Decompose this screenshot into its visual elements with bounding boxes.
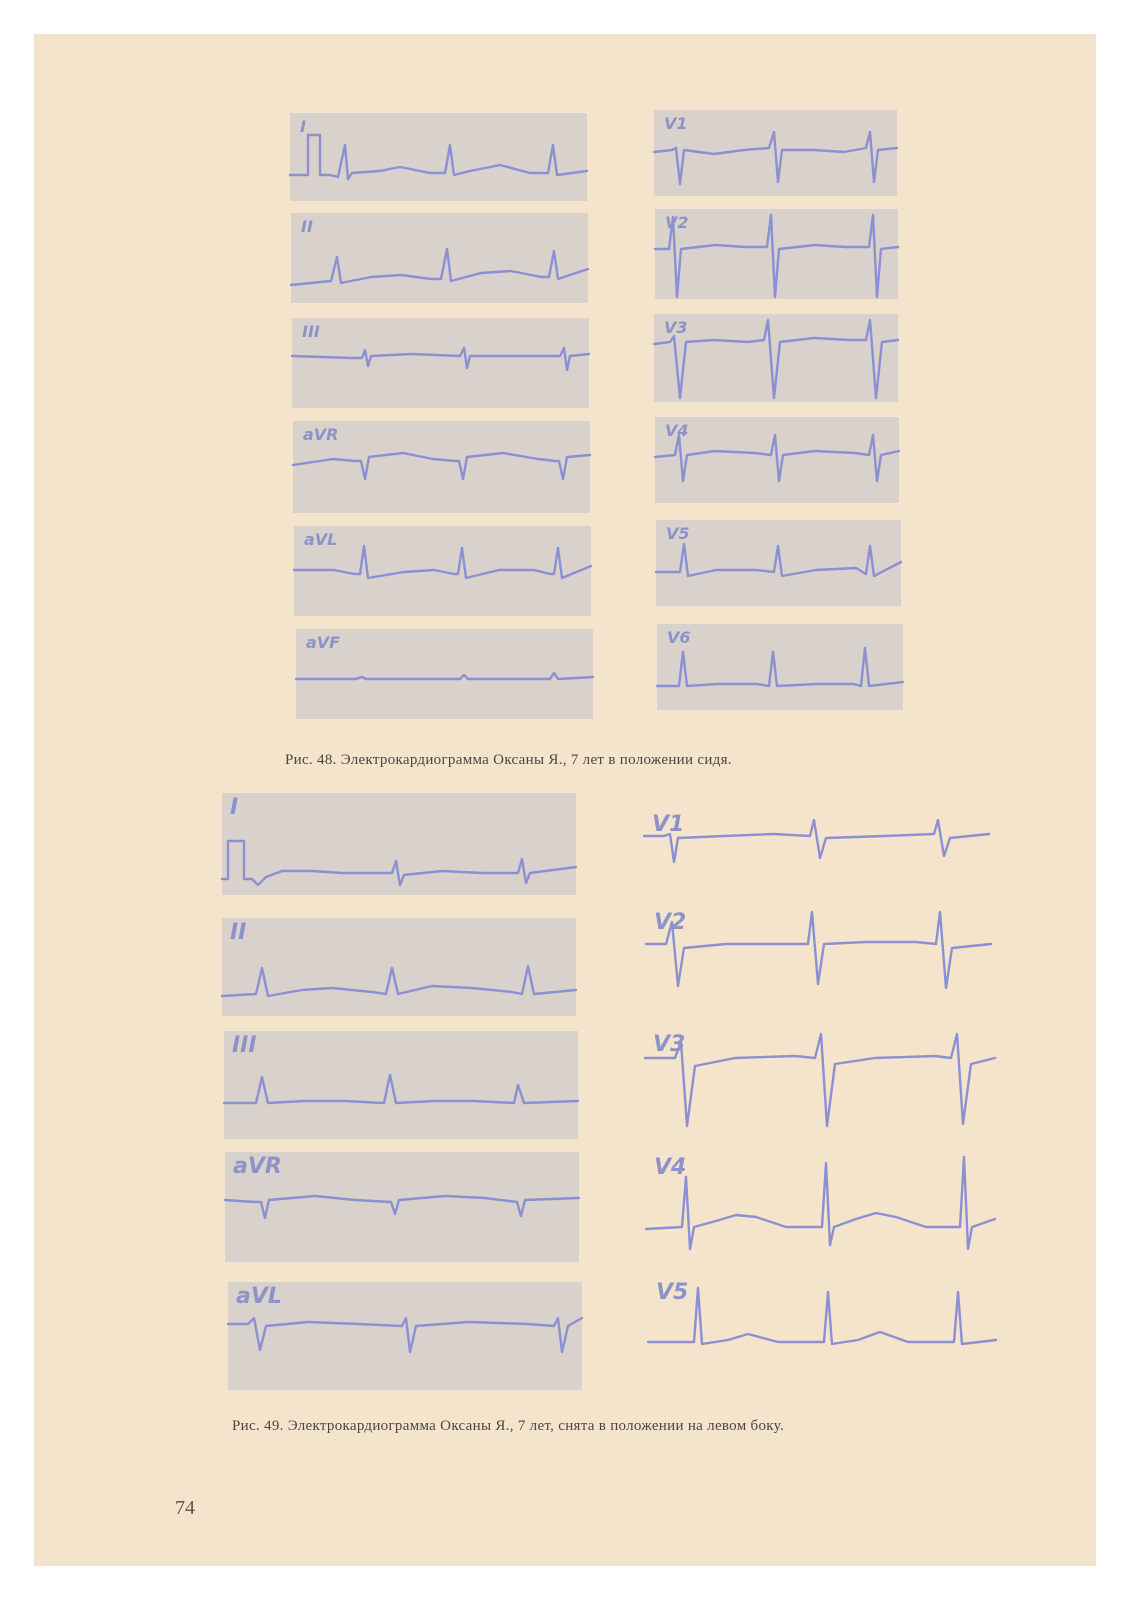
ecg-trace [644,810,989,896]
lead-label: V1 [652,812,685,837]
ecg-strip-fig48-lead-aVR [293,421,590,513]
ecg-strip-fig49-lead-aVR [225,1152,579,1262]
ecg-strip-fig48-lead-V2 [655,209,898,299]
lead-label: V3 [664,318,688,337]
lead-label: V2 [654,910,687,935]
ecg-trace [292,318,589,408]
lead-label: aVF [306,633,341,652]
ecg-strip-fig48-lead-V5 [656,520,901,606]
lead-label: V5 [656,1280,689,1305]
ecg-trace [654,110,897,196]
ecg-trace [646,908,991,1004]
lead-label: V1 [664,114,688,133]
ecg-strip-fig48-lead-aVL [294,526,591,616]
lead-label: I [300,117,306,136]
ecg-trace [655,417,899,503]
ecg-strip-fig48-lead-aVF [296,629,593,719]
ecg-strip-fig49-lead-V1 [644,810,989,896]
ecg-trace [222,918,576,1016]
ecg-trace [224,1031,578,1139]
ecg-trace [646,1153,995,1253]
ecg-strip-fig48-lead-V3 [654,314,898,402]
lead-label: V6 [667,628,691,647]
ecg-strip-fig48-lead-V4 [655,417,899,503]
lead-label: aVL [304,530,338,549]
ecg-trace [228,1282,582,1390]
ecg-strip-fig49-lead-V4 [646,1153,995,1253]
ecg-trace [225,1152,579,1262]
ecg-trace [654,314,898,402]
ecg-trace [655,209,898,299]
lead-label: V3 [653,1032,686,1057]
ecg-strip-fig49-lead-V3 [645,1030,995,1130]
ecg-trace [291,213,588,303]
figure-49-caption: Рис. 49. Электрокардиограмма Оксаны Я., 7 лет, снята в положении на левом боку. [232,1418,784,1434]
ecg-strip-fig49-lead-aVL [228,1282,582,1390]
ecg-strip-fig48-lead-III [292,318,589,408]
lead-label: aVL [236,1284,282,1309]
ecg-strip-fig49-lead-V5 [648,1278,996,1378]
ecg-strip-fig48-lead-I [290,113,587,201]
lead-label: I [230,795,239,820]
ecg-trace [657,624,903,710]
ecg-trace [656,520,901,606]
lead-label: V5 [666,524,690,543]
ecg-strip-fig48-lead-V1 [654,110,897,196]
lead-label: V2 [665,213,689,232]
lead-label: II [301,217,313,236]
lead-label: aVR [233,1154,282,1179]
lead-label: V4 [654,1155,687,1180]
page-number: 74 [175,1497,195,1519]
ecg-strip-fig49-lead-II [222,918,576,1016]
ecg-trace [293,421,590,513]
lead-label: V4 [665,421,689,440]
lead-label: III [232,1033,257,1058]
ecg-trace [645,1030,995,1130]
ecg-trace [296,629,593,719]
ecg-strip-fig49-lead-I [222,793,576,895]
lead-label: II [230,920,247,945]
ecg-strip-fig48-lead-II [291,213,588,303]
ecg-strip-fig49-lead-III [224,1031,578,1139]
ecg-trace [222,793,576,895]
ecg-trace [294,526,591,616]
lead-label: aVR [303,425,339,444]
ecg-trace [290,113,587,201]
lead-label: III [302,322,320,341]
ecg-strip-fig49-lead-V2 [646,908,991,1004]
ecg-strip-fig48-lead-V6 [657,624,903,710]
figure-48-caption: Рис. 48. Электрокардиограмма Оксаны Я., 7 лет в положении сидя. [285,752,732,768]
ecg-trace [648,1278,996,1378]
